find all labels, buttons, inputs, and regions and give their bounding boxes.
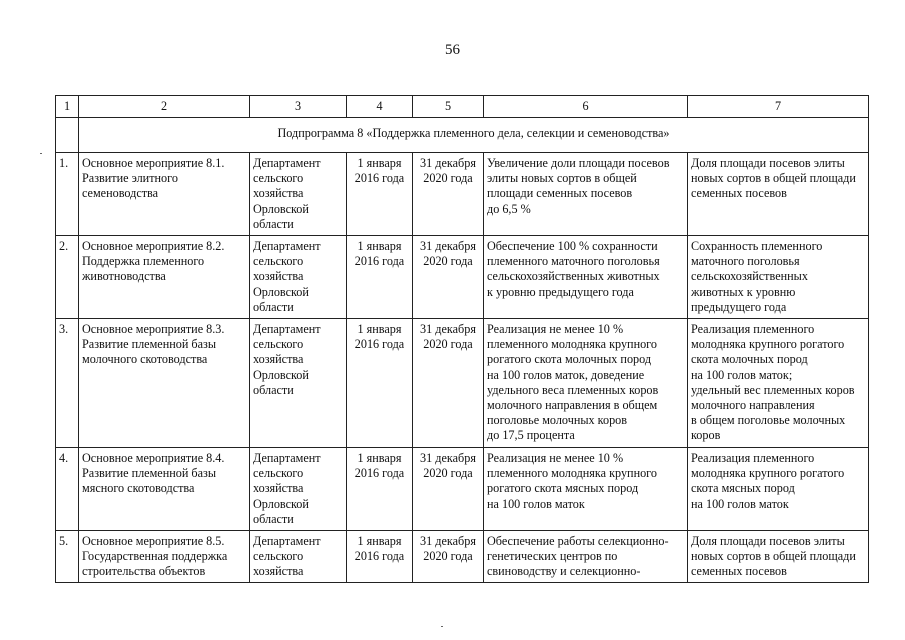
- executor-cell: Департамент сельского хозяйства Орловской области: [250, 319, 347, 448]
- row-number: 3.: [56, 319, 79, 448]
- event-name-cell: Основное мероприятие 8.2. Поддержка племенного животноводства: [79, 236, 250, 319]
- scan-speck: [40, 153, 42, 154]
- subprogram-title: Подпрограмма 8 «Поддержка племенного дела, селекции и семеноводства»: [79, 118, 869, 153]
- page-number: 56: [445, 42, 460, 58]
- start-date-cell: 1 января 2016 года: [347, 236, 413, 319]
- indicator-cell: Реализация племенного молодняка крупного рогатого скота молочных пород на 100 голов маток; удельный вес племенных коров молочного направления в общем поголовье молочных коров: [688, 319, 869, 448]
- column-number: 4: [347, 96, 413, 118]
- expected-result-cell: Обеспечение работы селекционно- генетических центров по свиноводству и селекционно-: [484, 531, 688, 583]
- column-number-row: [56, 96, 869, 118]
- table-row: [56, 153, 869, 236]
- expected-result-cell: Обеспечение 100 % сохранности племенного маточного поголовья сельскохозяйственных животных к уровню предыдущего года: [484, 236, 688, 319]
- start-date-cell: 1 января 2016 года: [347, 153, 413, 236]
- empty-cell: [56, 118, 79, 153]
- event-name-cell: Основное мероприятие 8.4. Развитие племенной базы мясного скотоводства: [79, 448, 250, 531]
- end-date-cell: 31 декабря 2020 года: [413, 448, 484, 531]
- column-number: 6: [484, 96, 688, 118]
- program-events-table: [55, 95, 869, 583]
- event-name-cell: Основное мероприятие 8.3. Развитие племенной базы молочного скотоводства: [79, 319, 250, 448]
- scan-speck: [441, 626, 443, 627]
- start-date-cell: 1 января 2016 года: [347, 319, 413, 448]
- column-number: 1: [56, 96, 79, 118]
- indicator-cell: Доля площади посевов элиты новых сортов в общей площади семенных посевов: [688, 531, 869, 583]
- subprogram-row: [56, 118, 869, 153]
- end-date-cell: 31 декабря 2020 года: [413, 236, 484, 319]
- table-row: [56, 531, 869, 583]
- event-name-cell: Основное мероприятие 8.1. Развитие элитного семеноводства: [79, 153, 250, 236]
- executor-cell: Департамент сельского хозяйства Орловской области: [250, 448, 347, 531]
- expected-result-cell: Увеличение доли площади посевов элиты новых сортов в общей площади семенных посевов до 6,5 %: [484, 153, 688, 236]
- column-number: 7: [688, 96, 869, 118]
- row-number: 2.: [56, 236, 79, 319]
- start-date-cell: 1 января 2016 года: [347, 531, 413, 583]
- indicator-cell: Доля площади посевов элиты новых сортов в общей площади семенных посевов: [688, 153, 869, 236]
- start-date-cell: 1 января 2016 года: [347, 448, 413, 531]
- row-number: 5.: [56, 531, 79, 583]
- end-date-cell: 31 декабря 2020 года: [413, 153, 484, 236]
- executor-cell: Департамент сельского хозяйства: [250, 531, 347, 583]
- column-number: 3: [250, 96, 347, 118]
- end-date-cell: 31 декабря 2020 года: [413, 319, 484, 448]
- expected-result-cell: Реализация не менее 10 % племенного молодняка крупного рогатого скота молочных пород на 100 голов маток, доведение удельного веса племенных коров молочного направления в общем поголовье молочных коров до 17,5 процента: [484, 319, 688, 448]
- indicator-cell: Сохранность племенного маточного поголовья сельскохозяйственных животных к уровню предыдущего года: [688, 236, 869, 319]
- row-number: 1.: [56, 153, 79, 236]
- end-date-cell: 31 декабря 2020 года: [413, 531, 484, 583]
- table-row: [56, 236, 869, 319]
- column-number: 2: [79, 96, 250, 118]
- row-number: 4.: [56, 448, 79, 531]
- executor-cell: Департамент сельского хозяйства Орловской области: [250, 153, 347, 236]
- event-name-cell: Основное мероприятие 8.5. Государственная поддержка строительства объектов: [79, 531, 250, 583]
- column-number: 5: [413, 96, 484, 118]
- expected-result-cell: Реализация не менее 10 % племенного молодняка крупного рогатого скота мясных пород на 100 голов маток: [484, 448, 688, 531]
- executor-cell: Департамент сельского хозяйства Орловской области: [250, 236, 347, 319]
- table-row: [56, 448, 869, 531]
- table-row: [56, 319, 869, 448]
- indicator-cell: Реализация племенного молодняка крупного рогатого скота мясных пород на 100 голов маток: [688, 448, 869, 531]
